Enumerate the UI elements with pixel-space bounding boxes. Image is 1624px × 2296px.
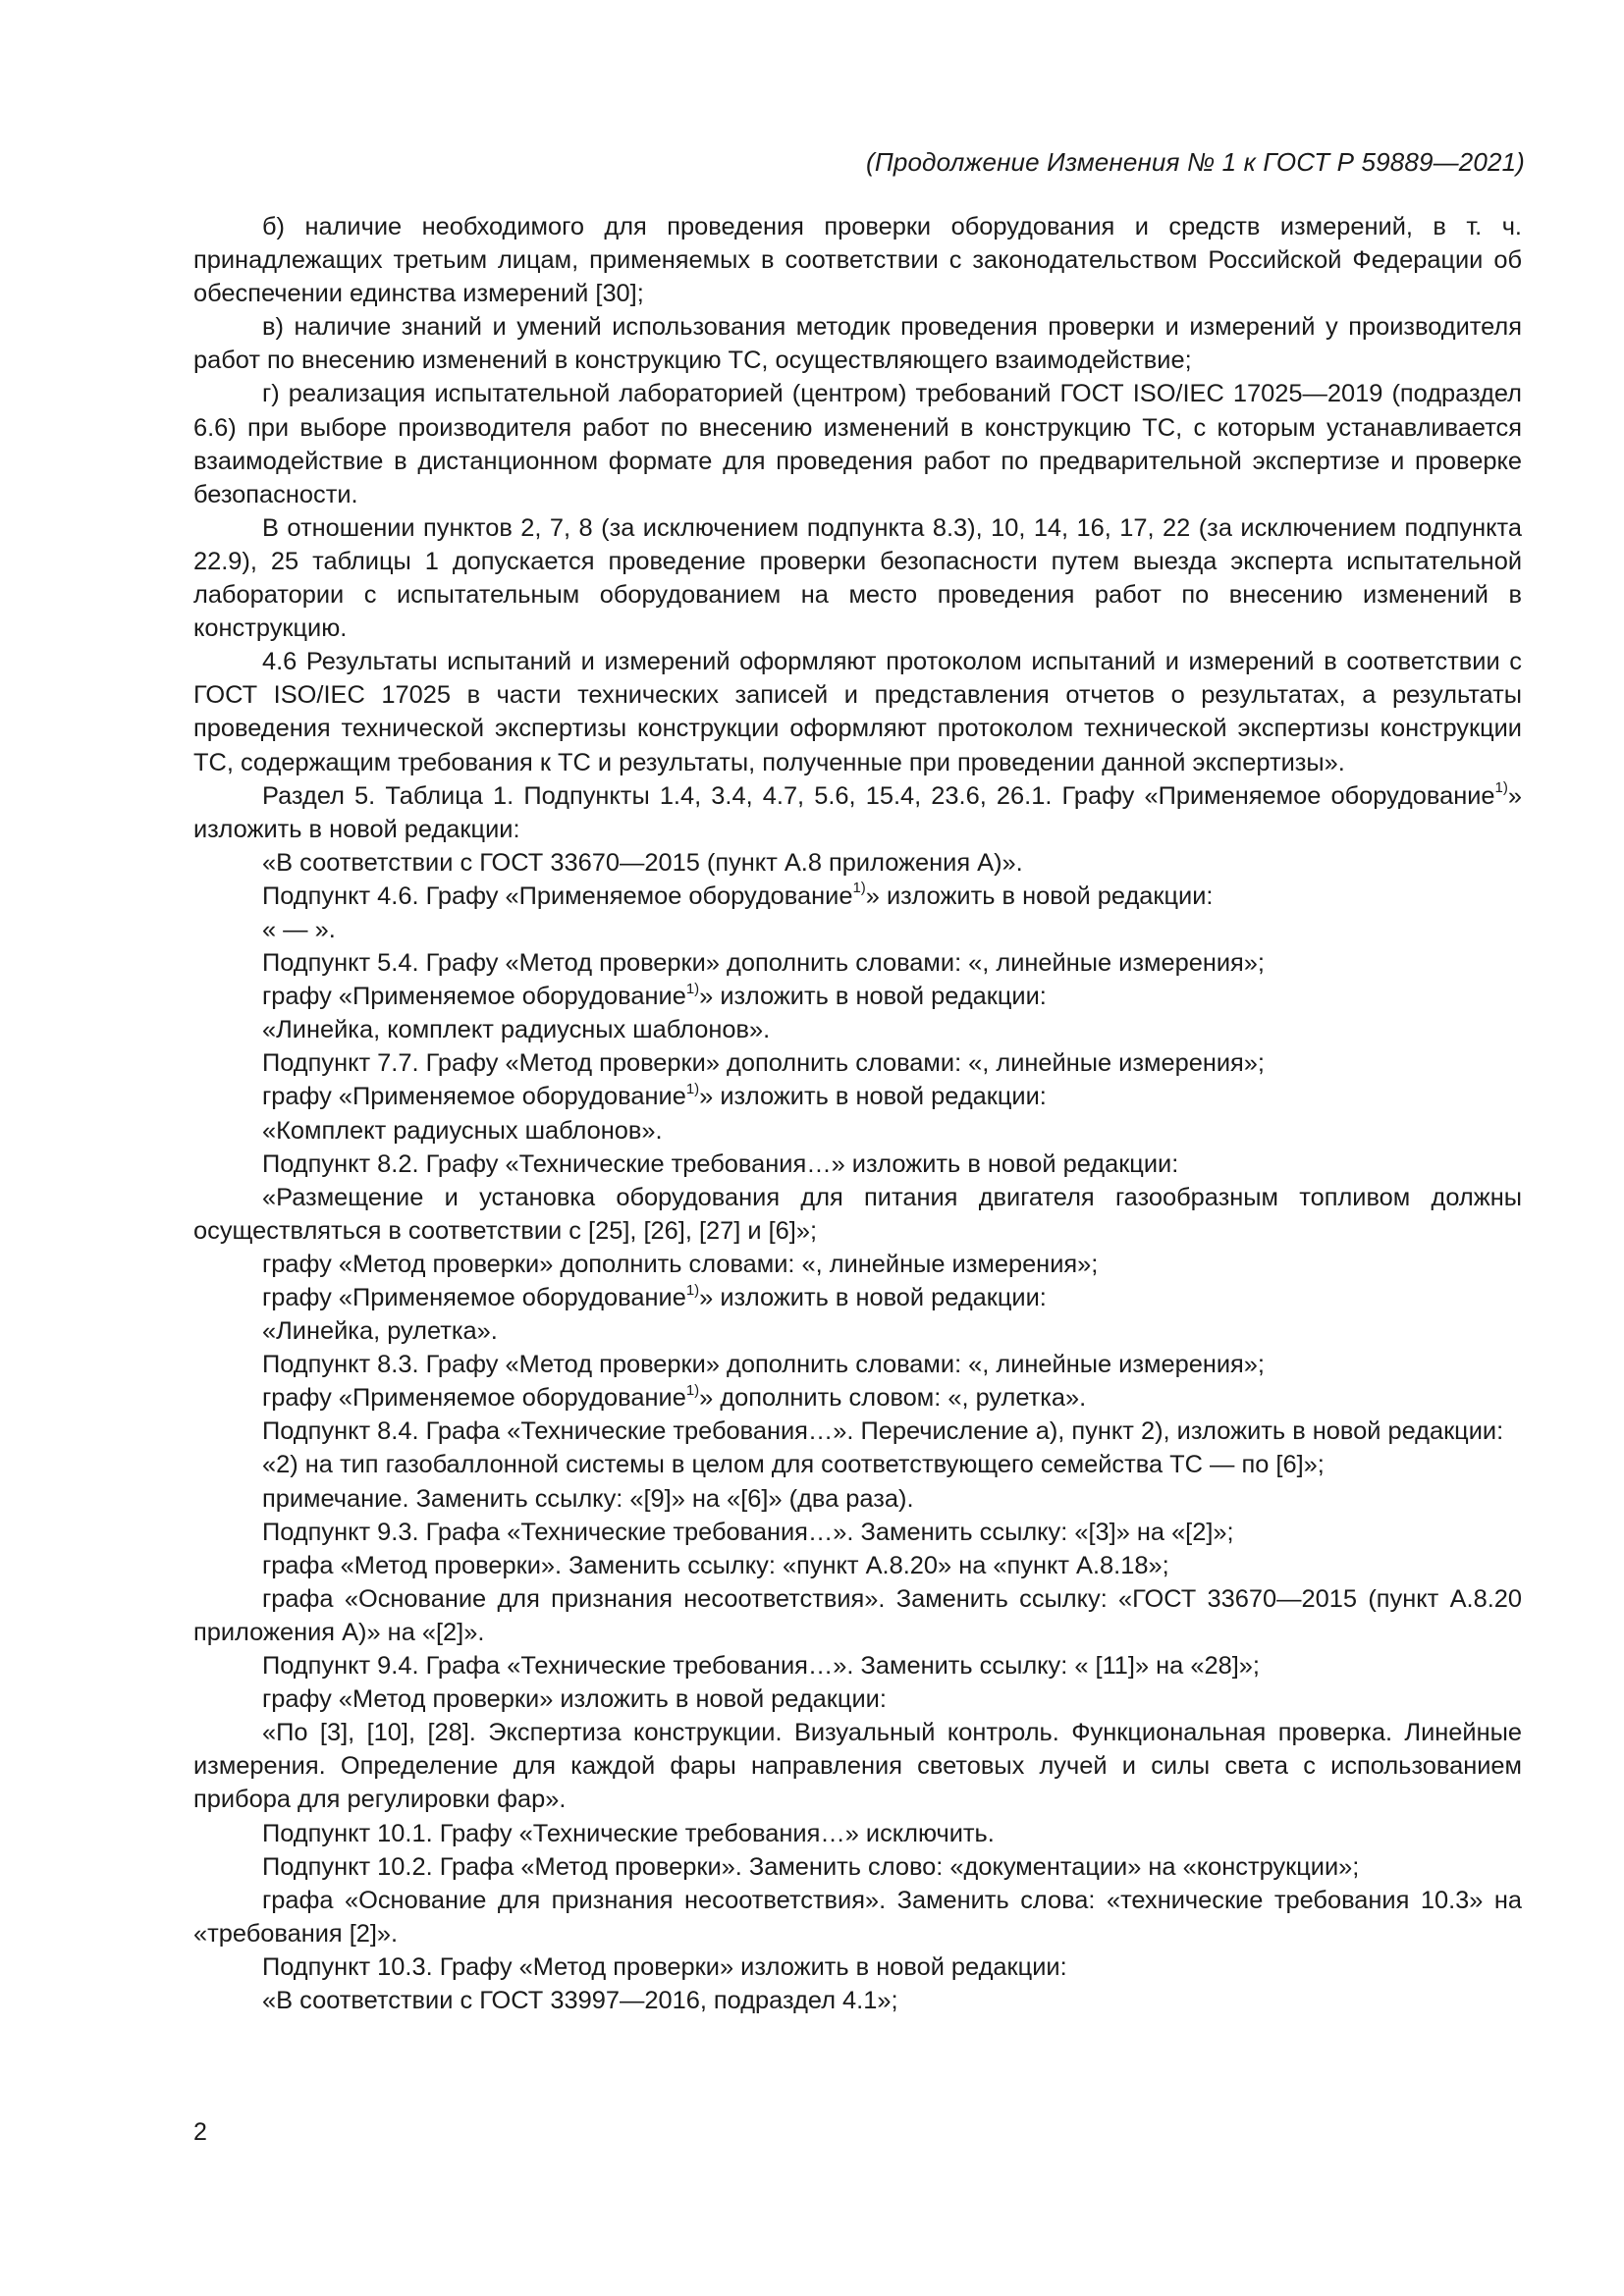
paragraph (193, 1248, 1522, 1281)
paragraph-text-continued: » изложить в новой редакции: (699, 1083, 1047, 1111)
paragraph (193, 511, 1522, 645)
page-number: 2 (193, 2118, 207, 2146)
paragraph (193, 1549, 1522, 1582)
paragraph-text: графу «Метод проверки» дополнить словами: «, линейные измерения»; (262, 1250, 1099, 1278)
paragraph-text: Подпункт 10.2. Графа «Метод проверки». Заменить слово: «документации» на «конструкции»; (262, 1852, 1360, 1881)
paragraph-text: Подпункт 8.4. Графа «Технические требования…». Перечисление а), пункт 2), изложить в новой редакции: (262, 1417, 1504, 1446)
paragraph (193, 1013, 1522, 1046)
paragraph-text: «Размещение и установка оборудования для питания двигателя газообразным топливом должны осуществляться в соответствии с [25], [26], [27] и [6]»; (193, 1183, 1522, 1245)
paragraph (193, 846, 1522, 880)
paragraph-text: Подпункт 5.4. Графу «Метод проверки» дополнить словами: «, линейные измерения»; (262, 949, 1265, 978)
paragraph (193, 1850, 1522, 1884)
paragraph (193, 1884, 1522, 1950)
paragraph-text: В отношении пунктов 2, 7, 8 (за исключением подпункта 8.3), 10, 14, 16, 17, 22 (за исключением подпункта 22.9), 25 таблицы 1 допускается проведение проверки безопасности путем выезда эксперта испытательной лаборатории с испытательным оборудованием на место проведения работ по внесению изменений в конструкцию. (193, 513, 1522, 643)
paragraph (193, 1314, 1522, 1348)
footnote-ref: 1) (852, 880, 866, 897)
paragraph (193, 1046, 1522, 1080)
paragraph-text: в) наличие знаний и умений использования методик проведения проверки и измерений у производителя работ по внесению изменений в конструкцию ТС, осуществляющего взаимодействие; (193, 313, 1522, 375)
paragraph-text: примечание. Заменить ссылку: «[9]» на «[6]» (два раза). (262, 1484, 914, 1513)
paragraph (193, 1516, 1522, 1549)
paragraph (193, 1148, 1522, 1181)
paragraph (193, 645, 1522, 778)
running-header: (Продолжение Изменения № 1 к ГОСТ Р 59889—2021) (866, 147, 1525, 177)
paragraph-text: графу «Применяемое оборудование (262, 1284, 686, 1311)
paragraph-text: Подпункт 9.4. Графа «Технические требования…». Заменить ссылку: « [11]» на «28]»; (262, 1652, 1260, 1681)
paragraph (193, 310, 1522, 377)
paragraph-text-continued: » изложить в новой редакции: (193, 781, 1522, 843)
paragraph (193, 946, 1522, 980)
paragraph-text: Подпункт 10.3. Графу «Метод проверки» изложить в новой редакции: (262, 1952, 1067, 1981)
paragraph (193, 1682, 1522, 1716)
paragraph-text-continued: » дополнить словом: «, рулетка». (699, 1384, 1087, 1413)
paragraph-text-continued: » изложить в новой редакции: (699, 983, 1047, 1011)
paragraph-text: Подпункт 9.3. Графа «Технические требования…». Заменить ссылку: «[3]» на «[2]»; (262, 1518, 1234, 1546)
paragraph-text: «Комплект радиусных шаблонов». (262, 1116, 663, 1145)
paragraph (193, 1348, 1522, 1381)
paragraph (193, 913, 1522, 946)
paragraph (193, 1482, 1522, 1516)
paragraph-text: графу «Метод проверки» изложить в новой редакции: (262, 1685, 887, 1714)
footnote-ref: 1) (685, 1080, 700, 1097)
paragraph-text: Подпункт 7.7. Графу «Метод проверки» дополнить словами: «, линейные измерения»; (262, 1049, 1265, 1078)
paragraph-text: графа «Основание для признания несоответствия». Заменить слова: «технические требования 10.3» на «требования [2]». (193, 1886, 1522, 1948)
paragraph (193, 1716, 1522, 1816)
footnote-ref: 1) (1494, 779, 1508, 797)
paragraph (193, 1114, 1522, 1148)
paragraph (193, 1381, 1522, 1415)
paragraph (193, 1984, 1522, 2017)
paragraph-text: «2) на тип газобаллонной системы в целом для соответствующего семейства ТС — по [6]»; (262, 1451, 1325, 1479)
paragraph-text: графу «Применяемое оборудование (262, 1083, 686, 1111)
paragraph-text: «По [3], [10], [28]. Экспертиза конструкции. Визуальный контроль. Функциональная проверка. Линейные измерения. Определение для каждой фары направления световых лучей и силы света с использованием прибора для регулировки фар». (193, 1719, 1522, 1814)
paragraph (193, 1415, 1522, 1448)
paragraph (193, 1950, 1522, 1984)
paragraph (193, 1281, 1522, 1314)
footnote-ref: 1) (685, 980, 700, 997)
paragraph (193, 1582, 1522, 1649)
paragraph (193, 1649, 1522, 1682)
paragraph-text: Подпункт 4.6. Графу «Применяемое оборудование (262, 881, 853, 910)
footnote-ref: 1) (685, 1381, 700, 1399)
paragraph-text: графу «Применяемое оборудование (262, 983, 686, 1011)
paragraph-text: Подпункт 8.3. Графу «Метод проверки» дополнить словами: «, линейные измерения»; (262, 1351, 1265, 1379)
paragraph (193, 1181, 1522, 1248)
paragraph-text: Подпункт 8.2. Графу «Технические требования…» изложить в новой редакции: (262, 1149, 1179, 1178)
paragraph-text: Подпункт 10.1. Графу «Технические требования…» исключить. (262, 1819, 995, 1847)
paragraph-text: графа «Основание для признания несоответствия». Заменить ссылку: «ГОСТ 33670—2015 (пункт А.8.20 приложения А)» на «[2]». (193, 1584, 1522, 1646)
footnote-ref: 1) (685, 1281, 700, 1299)
paragraph (193, 210, 1522, 310)
paragraph (193, 880, 1522, 913)
paragraph-text: г) реализация испытательной лабораторией (центром) требований ГОСТ ISO/IEC 17025—2019 (подраздел 6.6) при выборе производителя работ по внесению изменений в конструкцию ТС, с которым устанавливается взаимодействие в дистанционном формате для проведения работ по предварительной экспертизе и проверке безопасности. (193, 380, 1522, 508)
body-text (193, 210, 1522, 2017)
paragraph-text: графу «Применяемое оборудование (262, 1384, 686, 1413)
paragraph-text: «В соответствии с ГОСТ 33997—2016, подраздел 4.1»; (262, 1986, 898, 2014)
paragraph (193, 980, 1522, 1013)
paragraph (193, 1817, 1522, 1850)
paragraph-text: графа «Метод проверки». Заменить ссылку: «пункт А.8.20» на «пункт А.8.18»; (262, 1551, 1169, 1579)
paragraph (193, 779, 1522, 846)
paragraph (193, 377, 1522, 510)
paragraph-text-continued: » изложить в новой редакции: (699, 1284, 1047, 1311)
paragraph-text: б) наличие необходимого для проведения проверки оборудования и средств измерений, в т. ч. принадлежащих третьим лицам, применяемых в соответствии с законодательством Российской Федерации об обеспечении единства измерений [30]; (193, 213, 1522, 308)
paragraph (193, 1080, 1522, 1113)
paragraph-text: « — ». (262, 915, 336, 943)
paragraph-text-continued: » изложить в новой редакции: (865, 881, 1214, 910)
paragraph-text: «Линейка, комплект радиусных шаблонов». (262, 1016, 771, 1044)
paragraph-text: Раздел 5. Таблица 1. Подпункты 1.4, 3.4, 4.7, 5.6, 15.4, 23.6, 26.1. Графу «Применяемое оборудование (262, 781, 1495, 810)
paragraph-text: 4.6 Результаты испытаний и измерений оформляют протоколом испытаний и измерений в соответствии с ГОСТ ISO/IEC 17025 в части технических записей и представления отчетов о результатах, а результаты проведения технической экспертизы конструкции оформляют протоколом технической экспертизы конструкции ТС, содержащим требования к ТС и результаты, полученные при проведении данной экспертизы». (193, 648, 1522, 776)
paragraph-text: «В соответствии с ГОСТ 33670—2015 (пункт А.8 приложения А)». (262, 848, 1023, 877)
paragraph-text: «Линейка, рулетка». (262, 1317, 498, 1346)
paragraph (193, 1448, 1522, 1481)
